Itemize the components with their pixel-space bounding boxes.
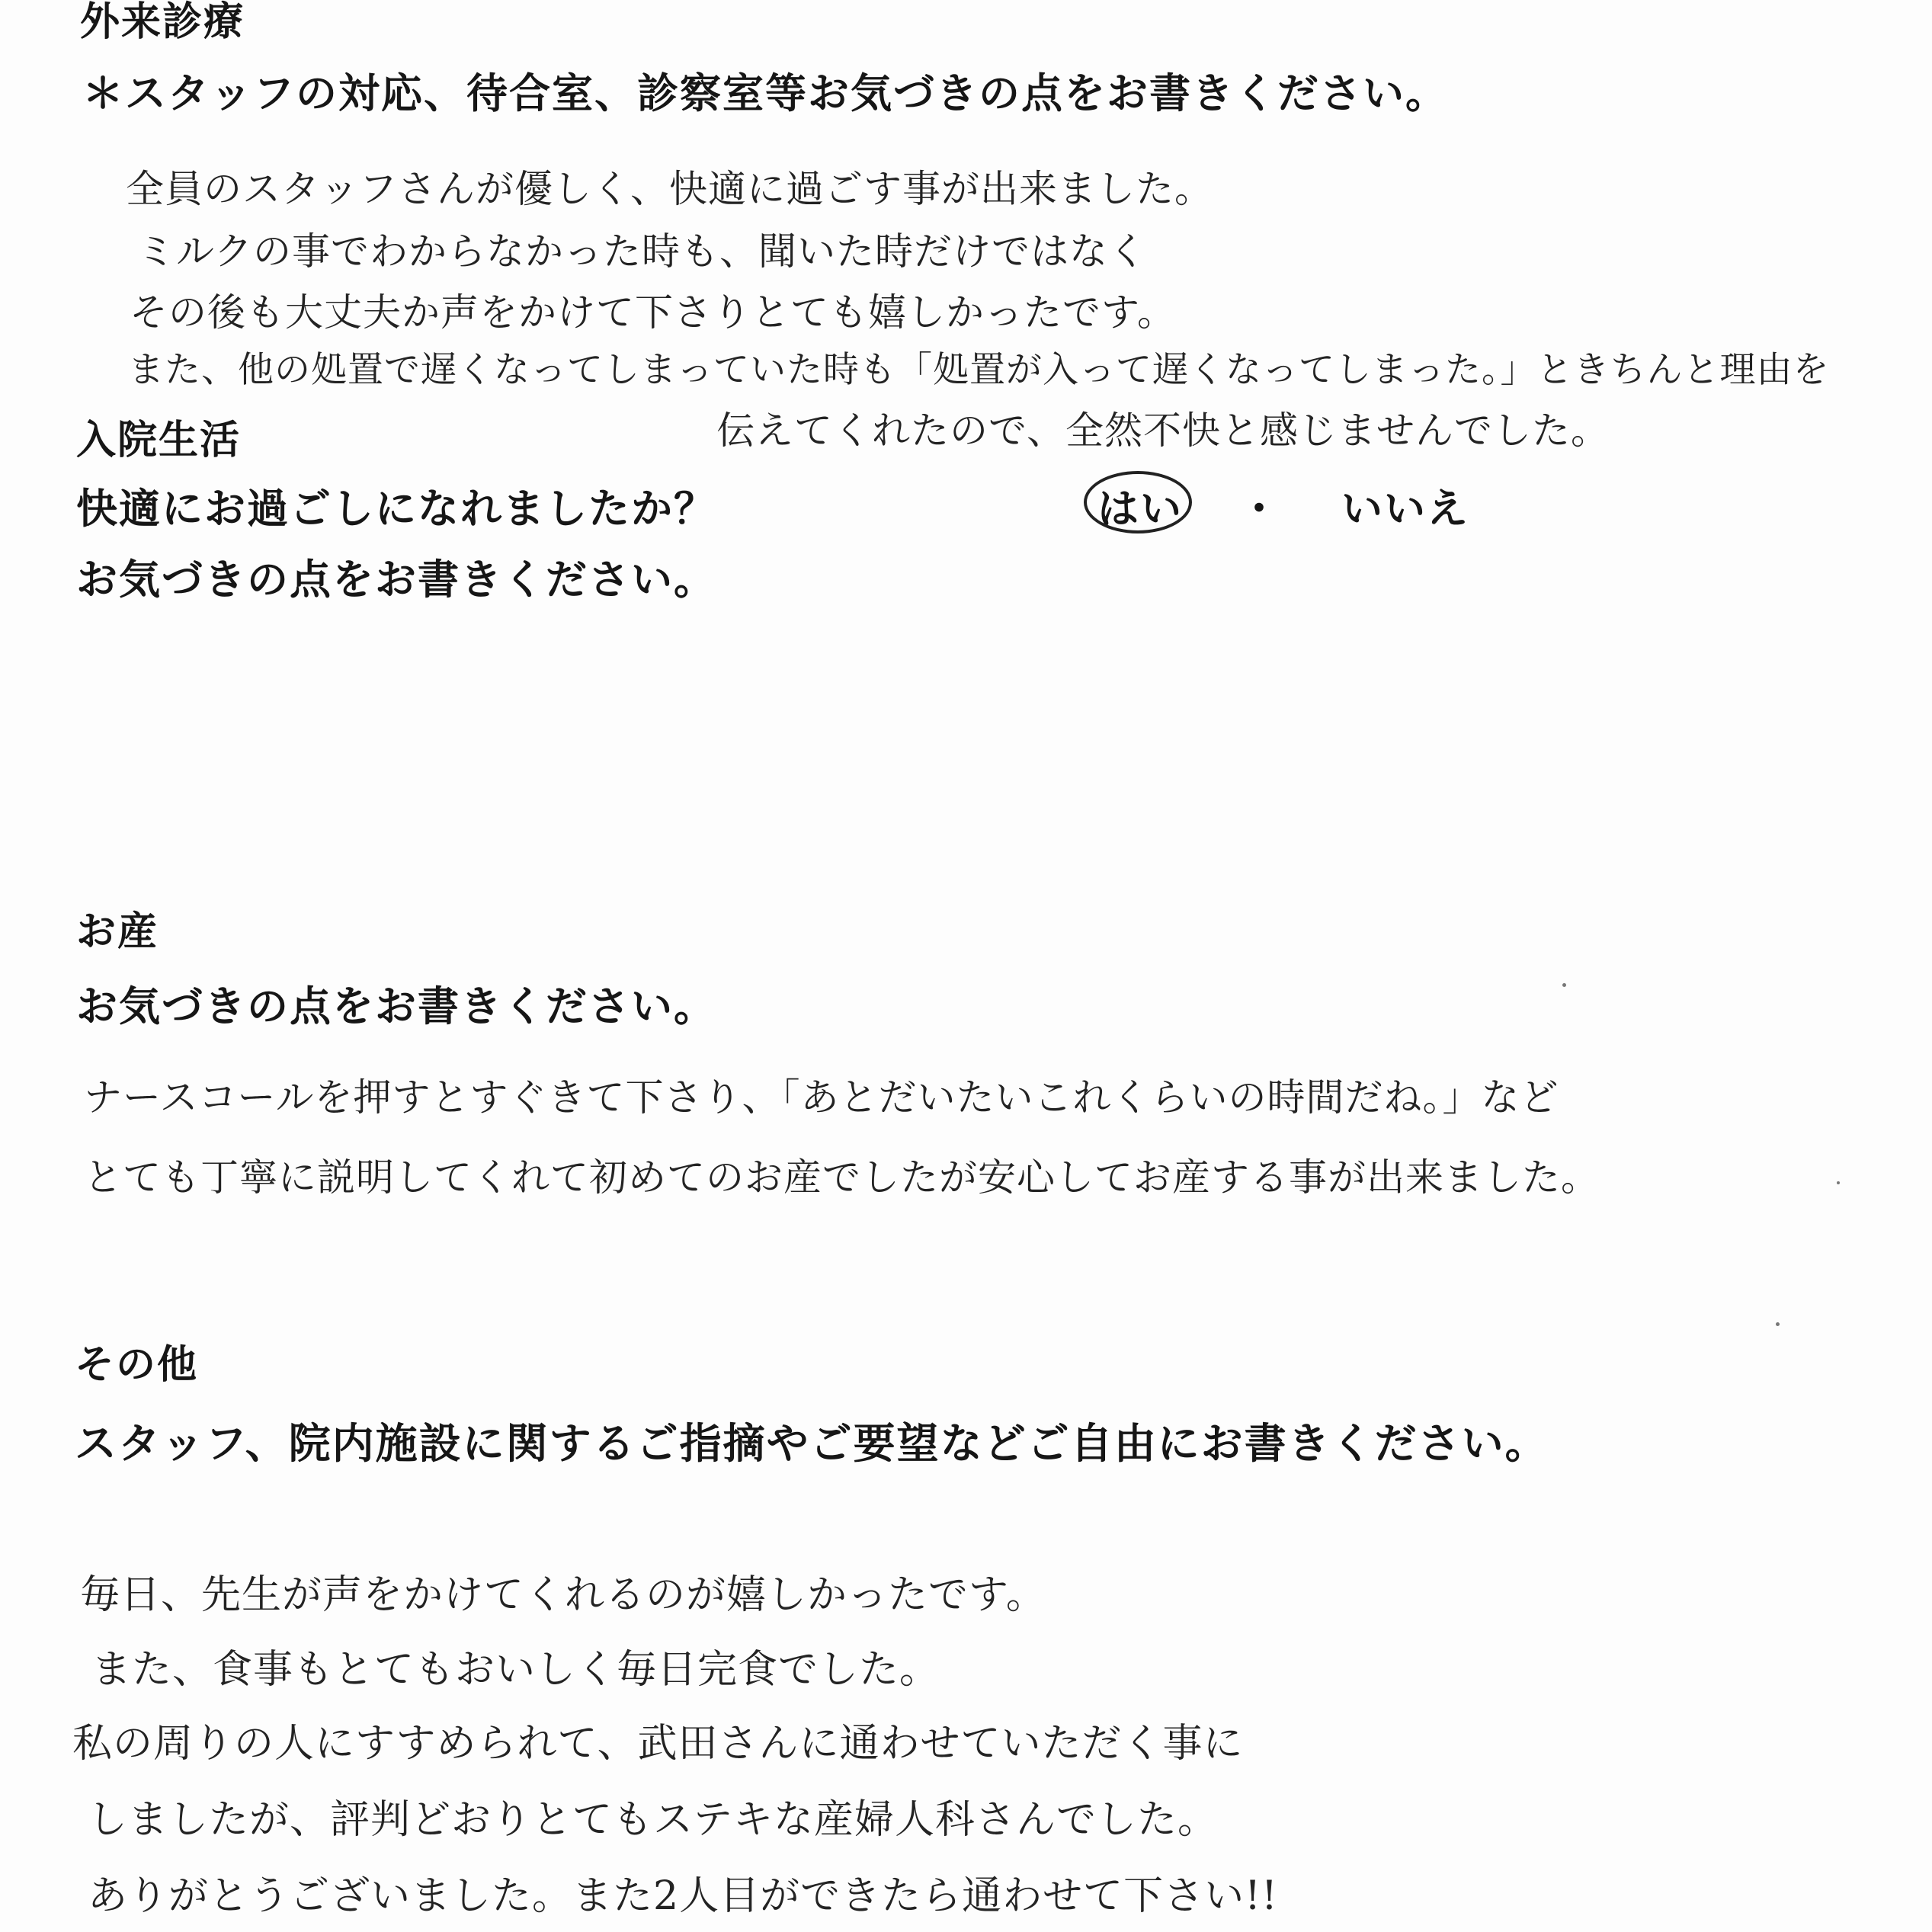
scan-speck <box>1562 983 1566 987</box>
inpatient-prompt: お気づきの点をお書きください。 <box>76 556 716 604</box>
outpatient-answer-line-5: 伝えてくれたので、全然不快と感じませんでした。 <box>716 409 1610 453</box>
outpatient-answer-line-4: また、他の処置で遅くなってしまっていた時も「処置が入って遅くなってしまった。」ときちんと理由を <box>128 349 1830 391</box>
outpatient-prompt: ＊スタッフの対応、待合室、診察室等お気づきの点をお書きください。 <box>82 69 1448 117</box>
selected-answer-circle <box>1084 471 1192 533</box>
delivery-prompt: お気づきの点をお書きください。 <box>76 982 716 1030</box>
outpatient-answer-line-2: ミルクの事でわからなかった時も、聞いた時だけではなく <box>137 229 1147 274</box>
section-heading-other: その他 <box>75 1342 199 1388</box>
delivery-answer-line-1: ナースコールを押すとすぐきて下さり、「あとだいたいこれくらいの時間だね。」など <box>84 1075 1559 1120</box>
outpatient-answer-line-1: 全員のスタッフさんが優しく、快適に過ごす事が出来ました。 <box>126 167 1213 211</box>
other-answer-line-3: 私の周りの人にすすめられて、武田さんに通わせていただく事に <box>72 1721 1244 1767</box>
scan-speck <box>1776 1322 1780 1326</box>
outpatient-answer-line-3: その後も大丈夫か声をかけて下さりとても嬉しかったです。 <box>130 290 1176 335</box>
delivery-answer-line-2: とても丁寧に説明してくれて初めてのお産でしたが安心してお産する事が出来ました。 <box>84 1155 1600 1200</box>
scan-speck <box>1837 1181 1840 1184</box>
other-prompt: スタッフ、院内施設に関するご指摘やご要望などご自由にお書きください。 <box>75 1419 1549 1468</box>
section-heading-delivery: お産 <box>76 909 159 955</box>
other-answer-line-1: 毎日、先生が声をかけてくれるのが嬉しかったです。 <box>80 1572 1046 1618</box>
other-answer-line-4: しましたが、評判どおりとてもステキな産婦人科さんでした。 <box>88 1797 1218 1843</box>
inpatient-comfort-question: 快適にお過ごしになれましたか？ <box>76 485 716 533</box>
other-answer-line-2: また、食事もとてもおいしく毎日完食でした。 <box>91 1647 940 1693</box>
section-heading-outpatient: 外来診療 <box>80 0 245 45</box>
option-no[interactable]: いいえ <box>1341 485 1469 533</box>
option-yes[interactable]: はい <box>1097 485 1183 533</box>
section-heading-inpatient: 入院生活 <box>76 418 242 463</box>
option-separator: ・ <box>1238 485 1281 533</box>
other-answer-line-5: ありがとうございました。また2人目ができたら通わせて下さい!! <box>88 1873 1278 1919</box>
